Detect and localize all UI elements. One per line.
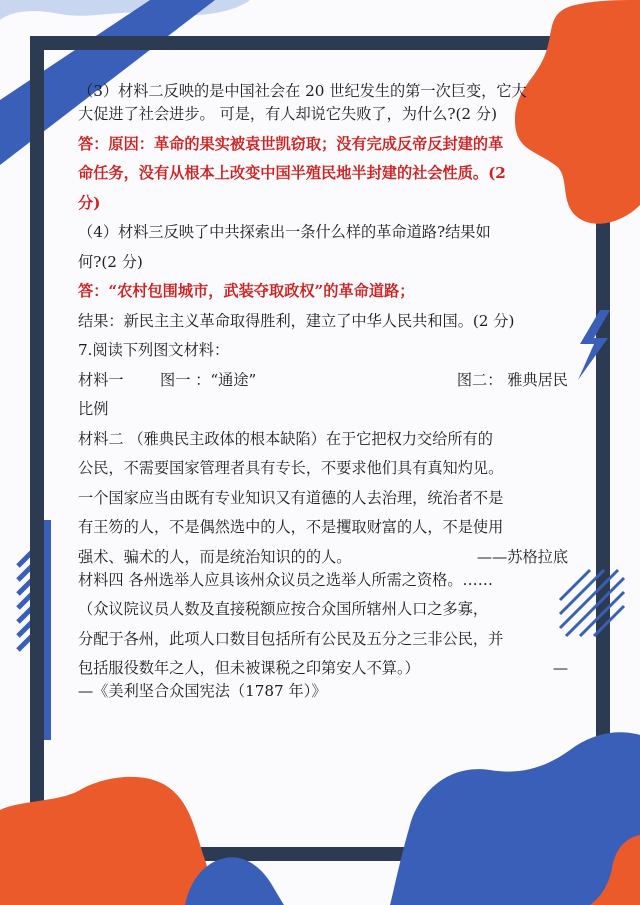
q4-answer-line1: 答：“农村包围城市，武装夺取政权”的革命道路； <box>78 282 415 300</box>
right-lightning-icon <box>578 310 610 380</box>
material4-line4-dash: — <box>552 659 568 677</box>
figure2-caption: 图二： 雅典居民 <box>456 370 568 389</box>
q3-question-line2: 大促进了社会进步。 可是，有人却说它失败了，为什么?(2 分) <box>78 105 497 123</box>
right-hatch-pattern <box>560 570 624 636</box>
bottom-right-blue-blob <box>390 732 640 905</box>
material4-line1: 材料四 各州选举人应具该州众议员之选举人所需之资格。…… <box>78 570 493 589</box>
q7-title: 7.阅读下列图文材料： <box>78 341 230 359</box>
material2-line2: 公民，不需要国家管理者具有专长，不要求他们具有真知灼见。 <box>78 459 504 477</box>
material2-line4: 有王笏的人，不是偶然选中的人，不是攫取财富的人，不是使用 <box>78 518 504 536</box>
q3-answer-line3: 分) <box>78 193 101 212</box>
q3-question-line1: （3）材料二反映的是中国社会在 20 世纪发生的第一次巨变，它大 <box>78 82 527 100</box>
material1-label: 材料一 <box>78 370 124 389</box>
q4-answer-line2: 结果：新民主主义革命取得胜利，建立了中华人民共和国。(2 分) <box>78 311 515 330</box>
bottom-left-orange-blob <box>0 777 210 905</box>
q3-answer-line1: 答：原因：革命的果实被袁世凯窃取；没有完成反帝反封建的革 <box>78 134 504 153</box>
material2-line1: 材料二 （雅典民主政体的根本缺陷）在于它把权力交给所有的 <box>78 429 493 448</box>
material2-attribution: ——苏格拉底 <box>476 547 568 566</box>
material4-line2: （众议院议员人数及直接税额应按合众国所辖州人口之多寡， <box>78 600 489 618</box>
q4-question-line1: （4）材料三反映了中共探索出一条什么样的革命道路?结果如 <box>78 223 491 241</box>
material4-line3: 分配于各州，此项人口数目包括所有公民及五分之三非公民，并 <box>78 629 504 648</box>
material2-line5-text: 强术、骗术的人，而是统治知识的的人。 <box>78 547 352 566</box>
material4-line4 <box>78 657 568 680</box>
material4-source: —《美利坚合众国宪法（1787 年）》 <box>78 682 327 700</box>
q3-answer-line2: 命任务，没有从根本上改变中国半殖民地半封建的社会性质。(2 <box>78 164 506 182</box>
material2-line3: 一个国家应当由既有专业知识又有道德的人去治理，统治者不是 <box>78 488 504 507</box>
figure2-caption-cont: 比例 <box>78 400 109 418</box>
q4-question-line2: 何?(2 分) <box>78 252 143 271</box>
material2-line5 <box>78 546 568 569</box>
document-content <box>78 80 568 703</box>
q7-figure-row <box>78 369 568 392</box>
material4-line4-text: 包括服役数年之人，但未被课税之印第安人不算。） <box>78 659 420 677</box>
figure1-caption: 图一 ：“通途” <box>160 370 257 389</box>
